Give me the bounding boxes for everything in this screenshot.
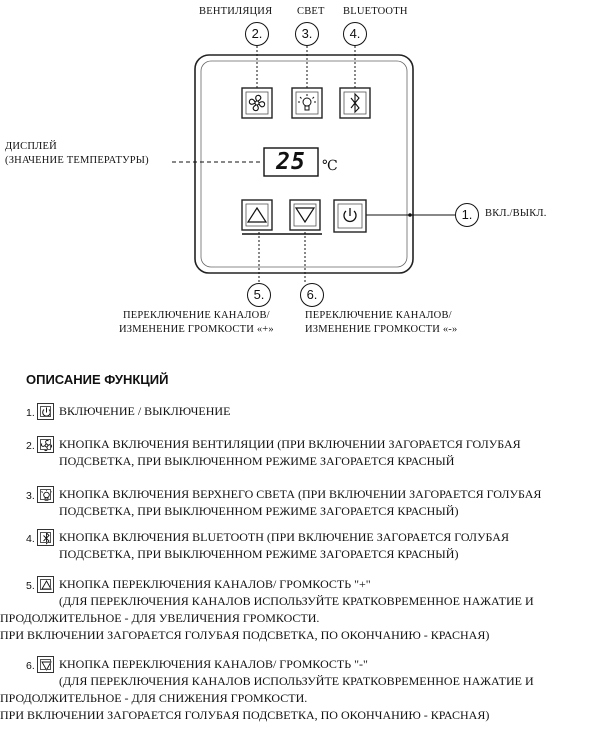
triangle-down-icon	[37, 656, 54, 673]
power-button[interactable]	[334, 200, 366, 232]
callout-5: 5.	[247, 283, 271, 307]
function-line: КНОПКА ВКЛЮЧЕНИЯ ВЕНТИЛЯЦИИ (ПРИ ВКЛЮЧЕНИИ ЗАГОРАЕТСЯ ГОЛУБАЯ	[59, 437, 521, 451]
label-light: СВЕТ	[297, 6, 325, 17]
function-line: ПОДСВЕТКА, ПРИ ВЫКЛЮЧЕННОМ РЕЖИМЕ ЗАГОРАЕТСЯ КРАСНЫЙ)	[59, 547, 459, 561]
function-line: КНОПКА ВКЛЮЧЕНИЯ BLUETOOTH (ПРИ ВКЛЮЧЕНИЕ ЗАГОРАЕТСЯ ГОЛУБАЯ	[59, 530, 509, 544]
callout-1: 1.	[455, 203, 479, 227]
callout-4: 4.	[343, 22, 367, 46]
display-value: 25	[276, 149, 306, 175]
function-line: ПОДСВЕТКА, ПРИ ВЫКЛЮЧЕННОМ РЕЖИМЕ ЗАГОРАЕТСЯ КРАСНЫЙ	[59, 454, 455, 468]
function-line: (ДЛЯ ПЕРЕКЛЮЧЕНИЯ КАНАЛОВ ИСПОЛЬЗУЙТЕ КРАТКОВРЕМЕННОЕ НАЖАТИЕ И	[59, 594, 534, 608]
function-num: 3.	[26, 490, 35, 502]
callout-3: 3.	[295, 22, 319, 46]
function-line: ПРОДОЛЖИТЕЛЬНОЕ - ДЛЯ СНИЖЕНИЯ ГРОМКОСТИ.	[0, 691, 308, 705]
down-button[interactable]	[290, 200, 320, 230]
label-ventilation: ВЕНТИЛЯЦИЯ	[199, 6, 273, 17]
label-up-1: ПЕРЕКЛЮЧЕНИЕ КАНАЛОВ/	[123, 310, 270, 321]
function-num: 6.	[26, 660, 35, 672]
function-line: ВКЛЮЧЕНИЕ / ВЫКЛЮЧЕНИЕ	[59, 404, 231, 418]
label-power: ВКЛ./ВЫКЛ.	[485, 208, 547, 219]
triangle-up-icon	[37, 576, 54, 593]
up-button[interactable]	[242, 200, 272, 230]
label-display-1: ДИСПЛЕЙ	[5, 141, 57, 152]
fan-button[interactable]	[242, 88, 272, 118]
power-icon	[37, 403, 54, 420]
function-line: ПРИ ВКЛЮЧЕНИИ ЗАГОРАЕТСЯ ГОЛУБАЯ ПОДСВЕТКА, ПО ОКОНЧАНИЮ - КРАСНАЯ)	[0, 628, 490, 642]
label-display-2: (ЗНАЧЕНИЕ ТЕМПЕРАТУРЫ)	[5, 155, 149, 166]
label-bluetooth: BLUETOOTH	[343, 6, 408, 17]
lightbulb-icon	[37, 486, 54, 503]
function-line: КНОПКА ВКЛЮЧЕНИЯ ВЕРХНЕГО СВЕТА (ПРИ ВКЛЮЧЕНИИ ЗАГОРАЕТСЯ ГОЛУБАЯ	[59, 487, 542, 501]
bluetooth-icon	[37, 529, 54, 546]
function-line: (ДЛЯ ПЕРЕКЛЮЧЕНИЯ КАНАЛОВ ИСПОЛЬЗУЙТЕ КРАТКОВРЕМЕННОЕ НАЖАТИЕ И	[59, 674, 534, 688]
function-line: КНОПКА ПЕРЕКЛЮЧЕНИЯ КАНАЛОВ/ ГРОМКОСТЬ "-"	[59, 657, 368, 671]
callout-6: 6.	[300, 283, 324, 307]
fan-icon	[37, 436, 54, 453]
function-num: 5.	[26, 580, 35, 592]
function-num: 1.	[26, 407, 35, 419]
label-up-2: ИЗМЕНЕНИЕ ГРОМКОСТИ «+»	[119, 324, 274, 335]
function-num: 4.	[26, 533, 35, 545]
function-num: 2.	[26, 440, 35, 452]
label-down-1: ПЕРЕКЛЮЧЕНИЕ КАНАЛОВ/	[305, 310, 452, 321]
light-button[interactable]	[292, 88, 322, 118]
callout-2: 2.	[245, 22, 269, 46]
bluetooth-button[interactable]	[340, 88, 370, 118]
display-unit: ℃	[322, 159, 338, 174]
function-line: КНОПКА ПЕРЕКЛЮЧЕНИЯ КАНАЛОВ/ ГРОМКОСТЬ "+"	[59, 577, 371, 591]
section-title: ОПИСАНИЕ ФУНКЦИЙ	[26, 372, 169, 387]
function-line: ПРОДОЛЖИТЕЛЬНОЕ - ДЛЯ УВЕЛИЧЕНИЯ ГРОМКОСТИ.	[0, 611, 320, 625]
label-down-2: ИЗМЕНЕНИЕ ГРОМКОСТИ «-»	[305, 324, 458, 335]
function-line: ПРИ ВКЛЮЧЕНИИ ЗАГОРАЕТСЯ ГОЛУБАЯ ПОДСВЕТКА, ПО ОКОНЧАНИЮ - КРАСНАЯ)	[0, 708, 490, 722]
function-line: ПОДСВЕТКА, ПРИ ВЫКЛЮЧЕННОМ РЕЖИМЕ ЗАГОРАЕТСЯ КРАСНЫЙ)	[59, 504, 459, 518]
